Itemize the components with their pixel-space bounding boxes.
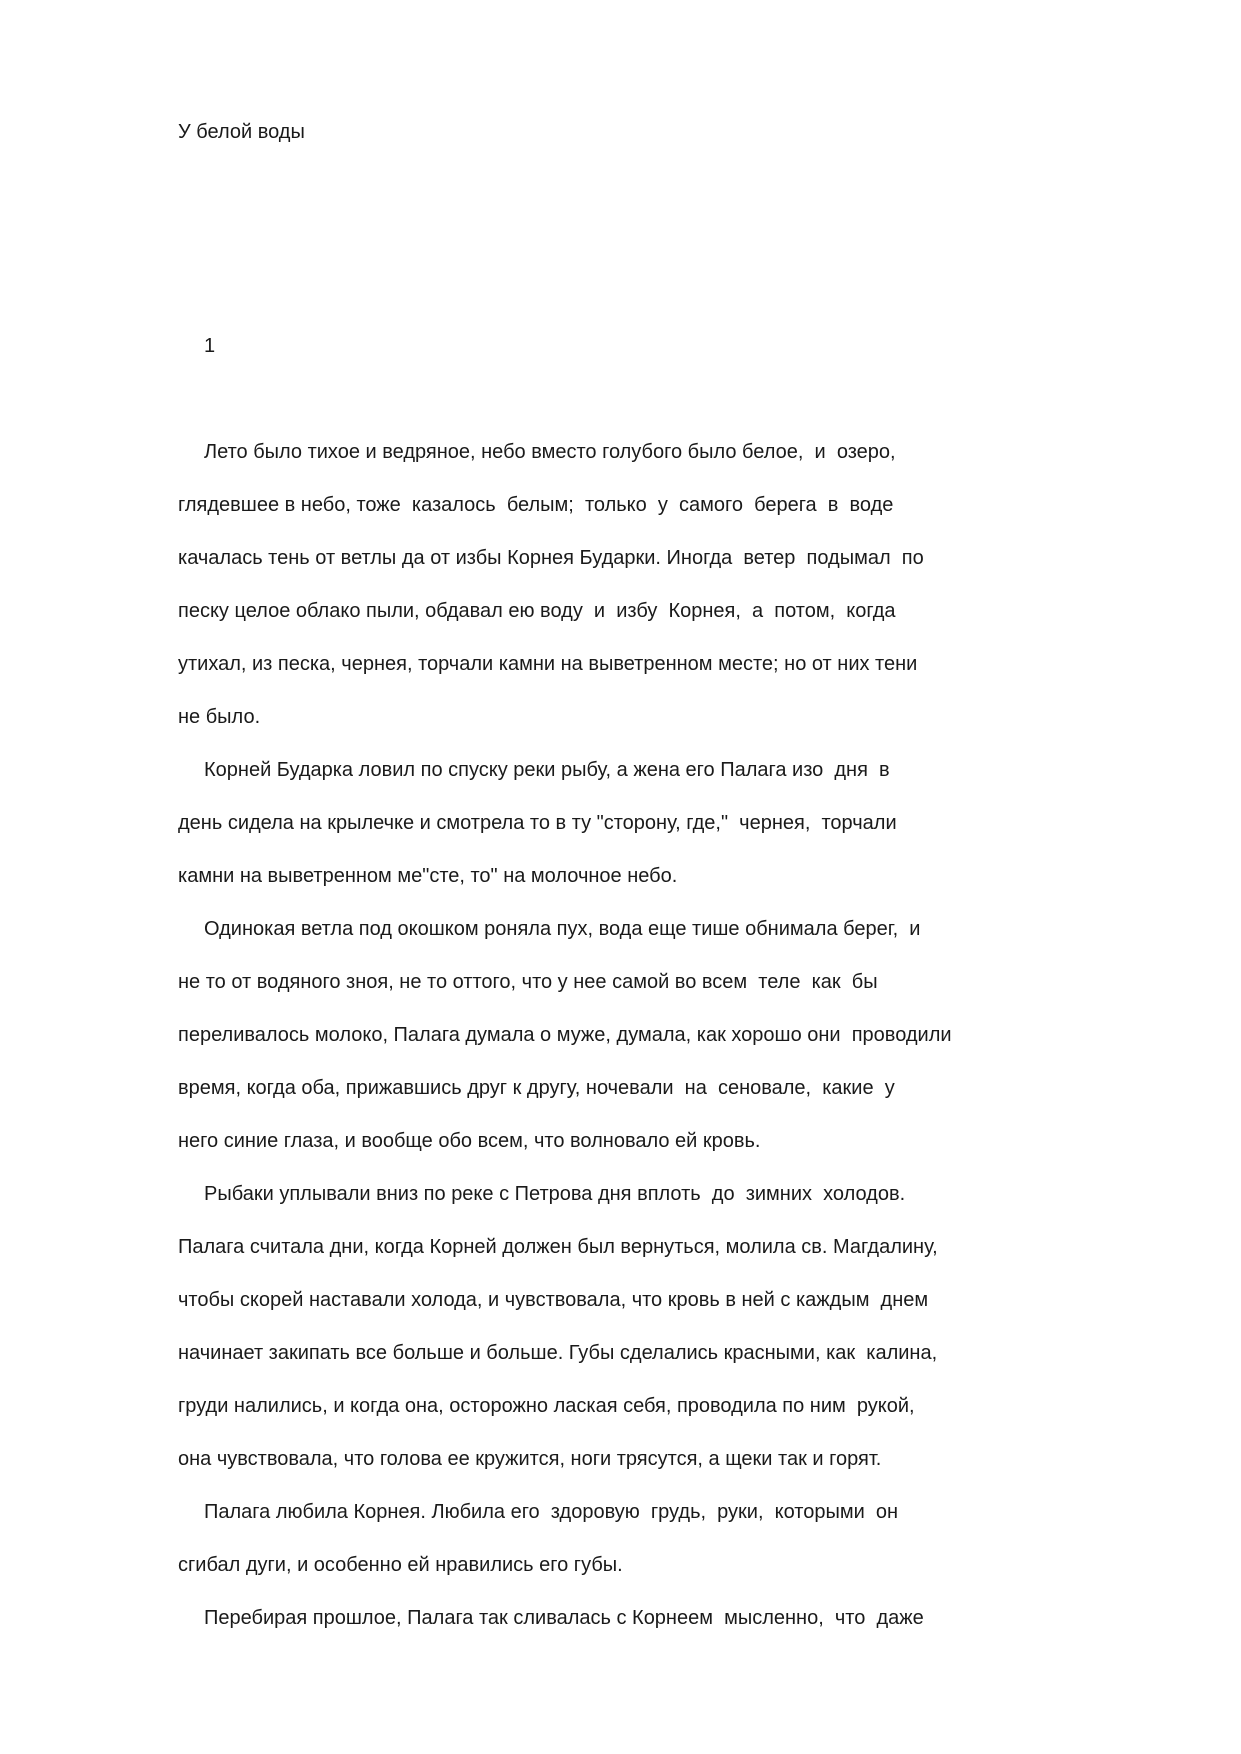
text-line: Одинокая ветла под окошком роняла пух, вода еще тише обнимала берег, и — [204, 918, 921, 940]
text-line: утихал, из песка, чернея, торчали камни на выветренном месте; но от них тени — [178, 653, 918, 675]
text-line: груди налились, и когда она, осторожно лаская себя, проводила по ним рукой, — [178, 1395, 915, 1417]
text-line: время, когда оба, прижавшись друг к другу, ночевали на сеновале, какие у — [178, 1077, 895, 1099]
text-line: не то от водяного зноя, не то оттого, что у нее самой во всем теле как бы — [178, 971, 878, 993]
document-title: У белой воды — [178, 121, 305, 143]
text-line: не было. — [178, 706, 261, 728]
text-line: песку целое облако пыли, обдавал ею воду и избу Корнея, а потом, когда — [178, 600, 896, 622]
text-line: качалась тень от ветлы да от избы Корнея Бударки. Иногда ветер подымал по — [178, 547, 924, 569]
text-line: день сидела на крылечке и смотрела то в ту "сторону, где," чернея, торчали — [178, 812, 897, 834]
text-line: Лето было тихое и ведряное, небо вместо голубого было белое, и озеро, — [204, 441, 896, 463]
text-line: глядевшее в небо, тоже казалось белым; только у самого берега в воде — [178, 494, 894, 516]
text-line: Рыбаки уплывали вниз по реке с Петрова дня вплоть до зимних холодов. — [204, 1183, 906, 1205]
chapter-number: 1 — [204, 335, 216, 357]
text-line: камни на выветренном ме"сте, то" на молочное небо. — [178, 865, 678, 887]
text-line: него синие глаза, и вообще обо всем, что волновало ей кровь. — [178, 1130, 761, 1152]
text-line: сгибал дуги, и особенно ей нравились его губы. — [178, 1554, 623, 1576]
text-line: начинает закипать все больше и больше. Губы сделались красными, как калина, — [178, 1342, 938, 1364]
text-line: Палага считала дни, когда Корней должен был вернуться, молила св. Магдалину, — [178, 1236, 938, 1258]
text-line: переливалось молоко, Палага думала о муже, думала, как хорошо они проводили — [178, 1024, 952, 1046]
text-line: Палага любила Корнея. Любила его здоровую грудь, руки, которыми он — [204, 1501, 899, 1523]
text-line: Корней Бударка ловил по спуску реки рыбу, а жена его Палага изо дня в — [204, 759, 890, 781]
text-line: она чувствовала, что голова ее кружится, ноги трясутся, а щеки так и горят. — [178, 1448, 882, 1470]
text-line: Перебирая прошлое, Палага так сливалась с Корнеем мысленно, что даже — [204, 1607, 924, 1629]
text-line: чтобы скорей наставали холода, и чувствовала, что кровь в ней с каждым днем — [178, 1289, 929, 1311]
